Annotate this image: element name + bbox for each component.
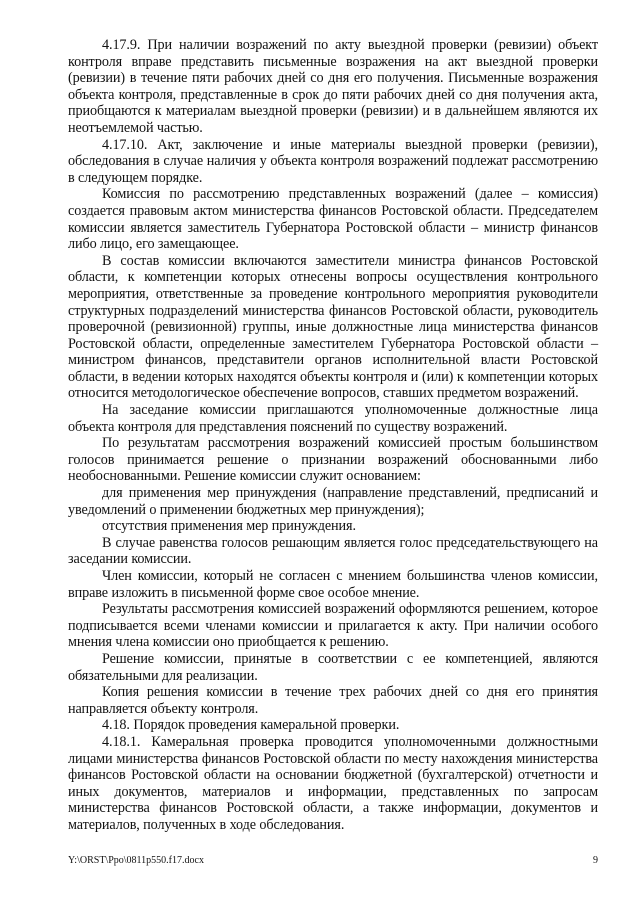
document-body [68, 37, 598, 834]
paragraph-decision-binding: Решение комиссии, принятые в соответствии с ее компетенцией, являются обязательными для реализации. [68, 650, 598, 684]
paragraph-commission-members: В состав комиссии включаются заместители министра финансов Ростовской области, к компетенции которых отнесены вопросы осуществления контрольного мероприятия, ответственные за проведение контрольного мероприятия руководители структурных подразделений министерства финансов Ростовской области, руководитель проверочной (ревизионной) группы, иные должностные лица министерства финансов Ростовской области, определенные заместителем Губернатора Ростовской области – министром финансов, представители органов исполнительной власти Ростовской области, в ведении которых находятся объекты контроля и (или) к компетенции которых относится методологическое обеспечение вопросов, ставших предметом возражений. [68, 252, 598, 402]
paragraph-4-18-1: 4.18.1. Камеральная проверка проводится уполномоченными должностными лицами министерства финансов Ростовской области по месту нахождения министерства финансов Ростовской области на основании бюджетной (бухгалтерской) отчетности и иных документов, материалов и информации, представленных по запросам министерства финансов Ростовской области, а также информации, документов и материалов, полученных в ходе обследования. [68, 733, 598, 833]
footer-file-path: Y:\ORST\Ppo\0811p550.f17.docx [68, 855, 204, 866]
paragraph-4-17-10: 4.17.10. Акт, заключение и иные материалы выездной проверки (ревизии), обследования в случае наличия у объекта контроля возражений подлежат рассмотрению в следующем порядке. [68, 136, 598, 186]
footer-page-number: 9 [593, 855, 598, 866]
page-footer [68, 855, 598, 867]
paragraph-no-measures: отсутствия применения мер принуждения. [102, 518, 356, 535]
paragraph-voting-results: По результатам рассмотрения возражений комиссией простым большинством голосов принимается решение о признании возражений обоснованными либо необоснованными. Решение комиссии служит основанием: [68, 435, 598, 485]
paragraph-decision-form: Результаты рассмотрения комиссией возражений оформляются решением, которое подписывается всеми членами комиссии и прилагается к акту. При наличии особого мнения члена комиссии оно приобщается к решению. [68, 601, 598, 651]
paragraph-dissenting-opinion: Член комиссии, который не согласен с мнением большинства членов комиссии, вправе изложить в письменной форме свое особое мнение. [68, 568, 598, 601]
paragraph-commission-creation: Комиссия по рассмотрению представленных возражений (далее – комиссия) создается правовым актом министерства финансов Ростовской области. Председателем комиссии является заместитель Губернатора Ростовской области – министр финансов либо лицо, его замещающее. [68, 186, 598, 253]
paragraph-4-17-9: 4.17.9. При наличии возражений по акту выездной проверки (ревизии) объект контроля вправе представить письменные возражения на акт выездной проверки (ревизии) в течение пяти рабочих дней со дня его получения. Письменные возражения объекта контроля, представленные в срок до пяти рабочих дней со дня получения акта, приобщаются к материалам выездной проверки (ревизии) и в дальнейшем являются их неотъемлемой частью. [68, 37, 598, 136]
paragraph-4-18-heading: 4.18. Порядок проведения камеральной проверки. [102, 717, 400, 734]
paragraph-invited-officials: На заседание комиссии приглашаются уполномоченные должностные лица объекта контроля для представления пояснений по существу возражений. [68, 402, 598, 435]
paragraph-apply-measures: для применения мер принуждения (направление представлений, предписаний и уведомлений о применении бюджетных мер принуждения); [68, 485, 598, 518]
paragraph-decision-copy: Копия решения комиссии в течение трех рабочих дней со дня его принятия направляется объекту контроля. [68, 684, 598, 717]
paragraph-tie-vote: В случае равенства голосов решающим является голос председательствующего на заседании комиссии. [68, 534, 598, 568]
